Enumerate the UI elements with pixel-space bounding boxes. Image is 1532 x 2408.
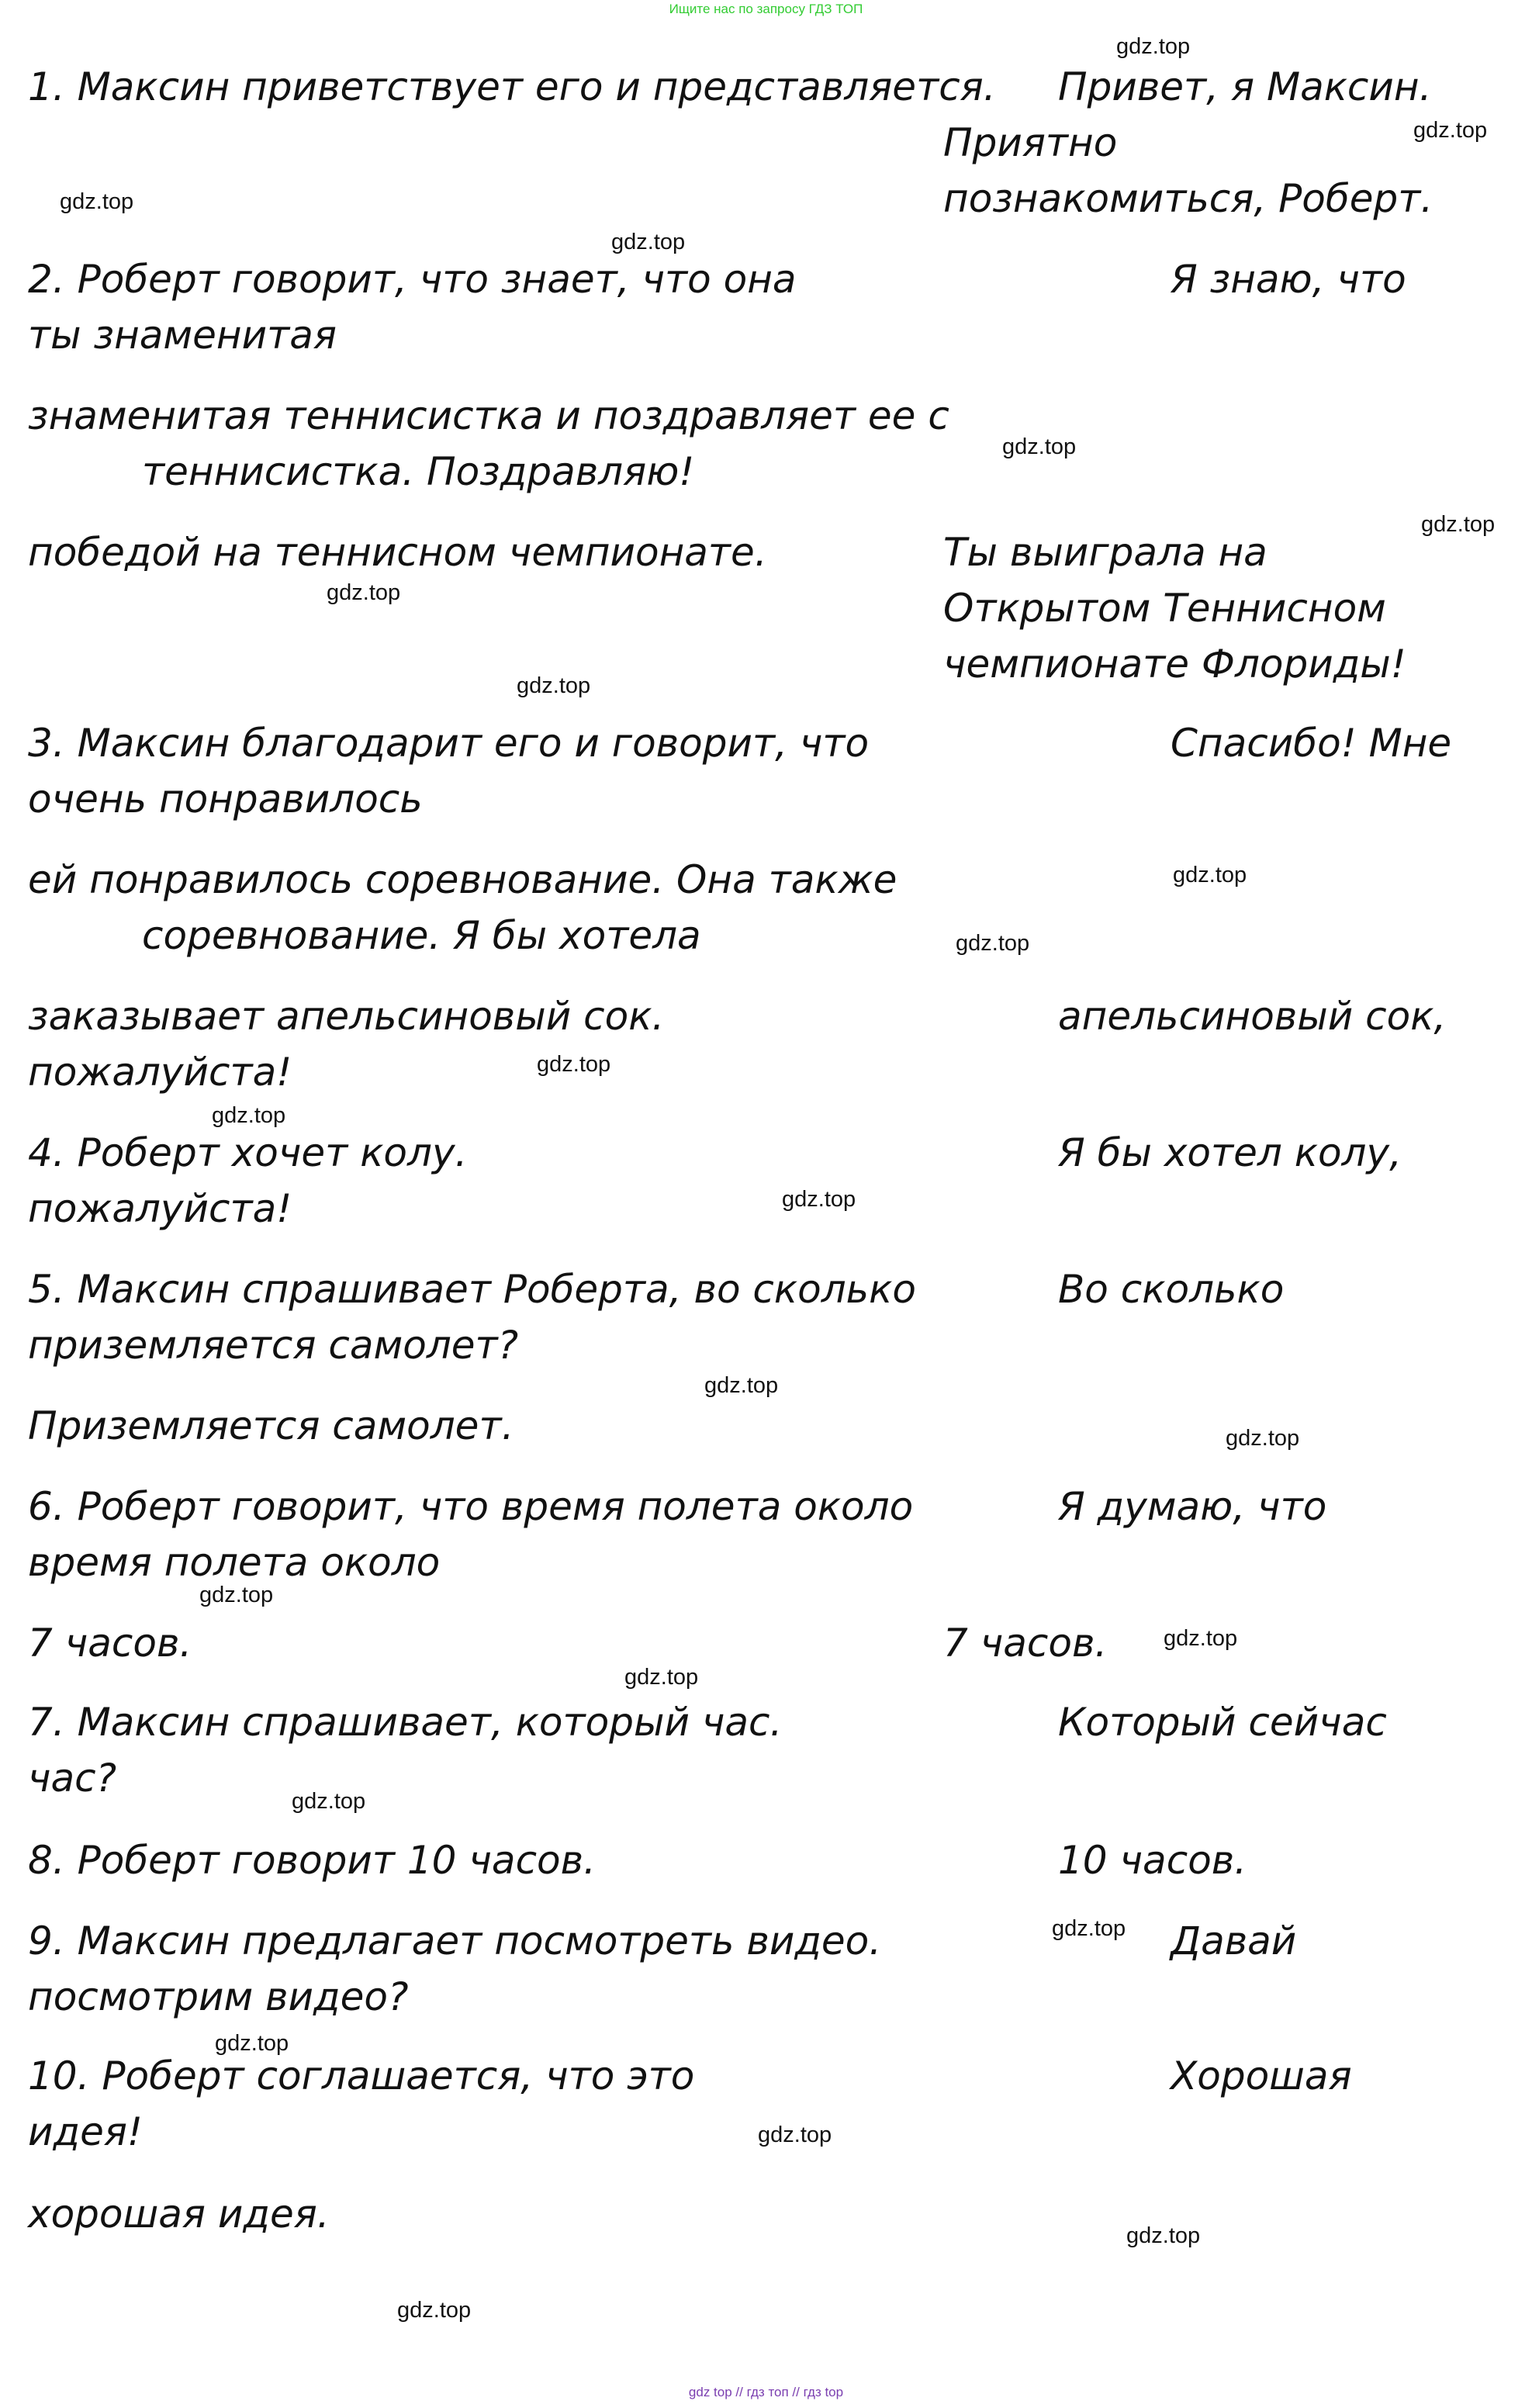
- row-8-right-line-1: 10 часов.: [1058, 1838, 1247, 1883]
- row-5-left-line-1: 5. Максин спрашивает Роберта, во сколько: [28, 1267, 916, 1312]
- watermark: gdz.top: [215, 2031, 289, 2056]
- watermark: gdz.top: [1052, 1916, 1126, 1941]
- watermark: gdz.top: [60, 189, 134, 214]
- watermark: gdz.top: [1173, 863, 1247, 887]
- row-8-left-line-1: 8. Роберт говорит 10 часов.: [28, 1838, 597, 1883]
- row-2-right-line-2: Ты выиграла на: [943, 530, 1267, 575]
- watermark: gdz.top: [212, 1103, 286, 1128]
- row-9-right-line-1: Давай: [1171, 1918, 1297, 1963]
- row-3-left-line-3: ей понравилось соревнование. Она также: [28, 857, 897, 902]
- watermark: gdz.top: [782, 1187, 856, 1212]
- row-6-right-line-1: Я думаю, что: [1058, 1484, 1327, 1529]
- top-banner: Ищите нас по запросу ГДЗ ТОП: [669, 2, 863, 16]
- row-5-right-line-1: Во сколько: [1058, 1267, 1285, 1312]
- row-2-left-line-2: ты знаменитая: [28, 313, 337, 358]
- row-5-left-line-3: Приземляется самолет.: [28, 1403, 514, 1448]
- row-4-left-line-1: 4. Роберт хочет колу.: [28, 1130, 468, 1175]
- row-2-left-line-5: победой на теннисном чемпионате.: [28, 530, 767, 575]
- watermark: gdz.top: [611, 230, 686, 254]
- row-10-left-line-2: идея!: [28, 2109, 143, 2154]
- row-1-right-line-3: познакомиться, Роберт.: [943, 176, 1433, 221]
- row-7-left-line-2: час?: [28, 1756, 117, 1801]
- row-3-left-line-1: 3. Максин благодарит его и говорит, что: [28, 721, 870, 766]
- row-10-right-line-1: Хорошая: [1171, 2053, 1352, 2098]
- row-2-left-line-4: теннисистка. Поздравляю!: [142, 449, 695, 494]
- row-3-left-line-2: очень понравилось: [28, 777, 423, 822]
- row-6-left-line-2: время полета около: [28, 1540, 441, 1585]
- row-6-left-line-3: 7 часов.: [28, 1621, 192, 1666]
- row-1-left-line-1: 1. Максин приветствует его и представляется.: [28, 64, 996, 109]
- watermark: gdz.top: [537, 1052, 611, 1077]
- row-9-left-line-2: посмотрим видео?: [28, 1974, 409, 2019]
- row-3-right-line-1: Спасибо! Мне: [1171, 721, 1452, 766]
- watermark: gdz.top: [199, 1583, 274, 1607]
- row-1-right-line-2: Приятно: [943, 120, 1118, 165]
- row-7-right-line-1: Который сейчас: [1058, 1700, 1387, 1745]
- watermark: gdz.top: [1116, 34, 1191, 59]
- row-2-right-line-3: Открытом Теннисном: [943, 586, 1386, 631]
- row-9-left-line-1: 9. Максин предлагает посмотреть видео.: [28, 1918, 882, 1963]
- watermark: gdz.top: [327, 580, 401, 605]
- row-5-left-line-2: приземляется самолет?: [28, 1323, 519, 1368]
- row-3-left-line-6: пожалуйста!: [28, 1050, 292, 1095]
- row-6-left-line-1: 6. Роберт говорит, что время полета около: [28, 1484, 914, 1529]
- row-3-right-line-2: апельсиновый сок,: [1058, 994, 1447, 1039]
- watermark: gdz.top: [1413, 118, 1488, 143]
- row-1-right-line-1: Привет, я Максин.: [1058, 64, 1432, 109]
- watermark: gdz.top: [517, 673, 591, 698]
- watermark: gdz.top: [624, 1665, 699, 1690]
- watermark: gdz.top: [1421, 512, 1496, 537]
- watermark: gdz.top: [956, 931, 1030, 956]
- row-10-left-line-1: 10. Роберт соглашается, что это: [28, 2053, 695, 2098]
- row-2-left-line-3: знаменитая теннисистка и поздравляет ее с: [28, 393, 949, 438]
- row-4-left-line-2: пожалуйста!: [28, 1186, 292, 1231]
- watermark: gdz.top: [292, 1789, 366, 1814]
- row-3-left-line-4: соревнование. Я бы хотела: [142, 913, 701, 958]
- watermark: gdz.top: [758, 2123, 832, 2147]
- watermark: gdz.top: [1164, 1626, 1238, 1651]
- row-2-right-line-4: чемпионате Флориды!: [943, 642, 1406, 687]
- row-3-left-line-5: заказывает апельсиновый сок.: [28, 994, 665, 1039]
- watermark: gdz.top: [397, 2298, 472, 2323]
- row-7-left-line-1: 7. Максин спрашивает, который час.: [28, 1700, 783, 1745]
- row-2-right-line-1: Я знаю, что: [1171, 257, 1406, 302]
- watermark: gdz.top: [704, 1373, 779, 1398]
- row-6-right-line-2: 7 часов.: [943, 1621, 1108, 1666]
- watermark: gdz.top: [1002, 434, 1077, 459]
- row-2-left-line-1: 2. Роберт говорит, что знает, что она: [28, 257, 797, 302]
- bottom-banner: gdz top // гдз топ // гдз top: [688, 2385, 844, 2399]
- watermark: gdz.top: [1126, 2223, 1201, 2248]
- watermark: gdz.top: [1226, 1426, 1300, 1451]
- row-4-right-line-1: Я бы хотел колу,: [1058, 1130, 1402, 1175]
- row-10-left-line-3: хорошая идея.: [28, 2192, 330, 2237]
